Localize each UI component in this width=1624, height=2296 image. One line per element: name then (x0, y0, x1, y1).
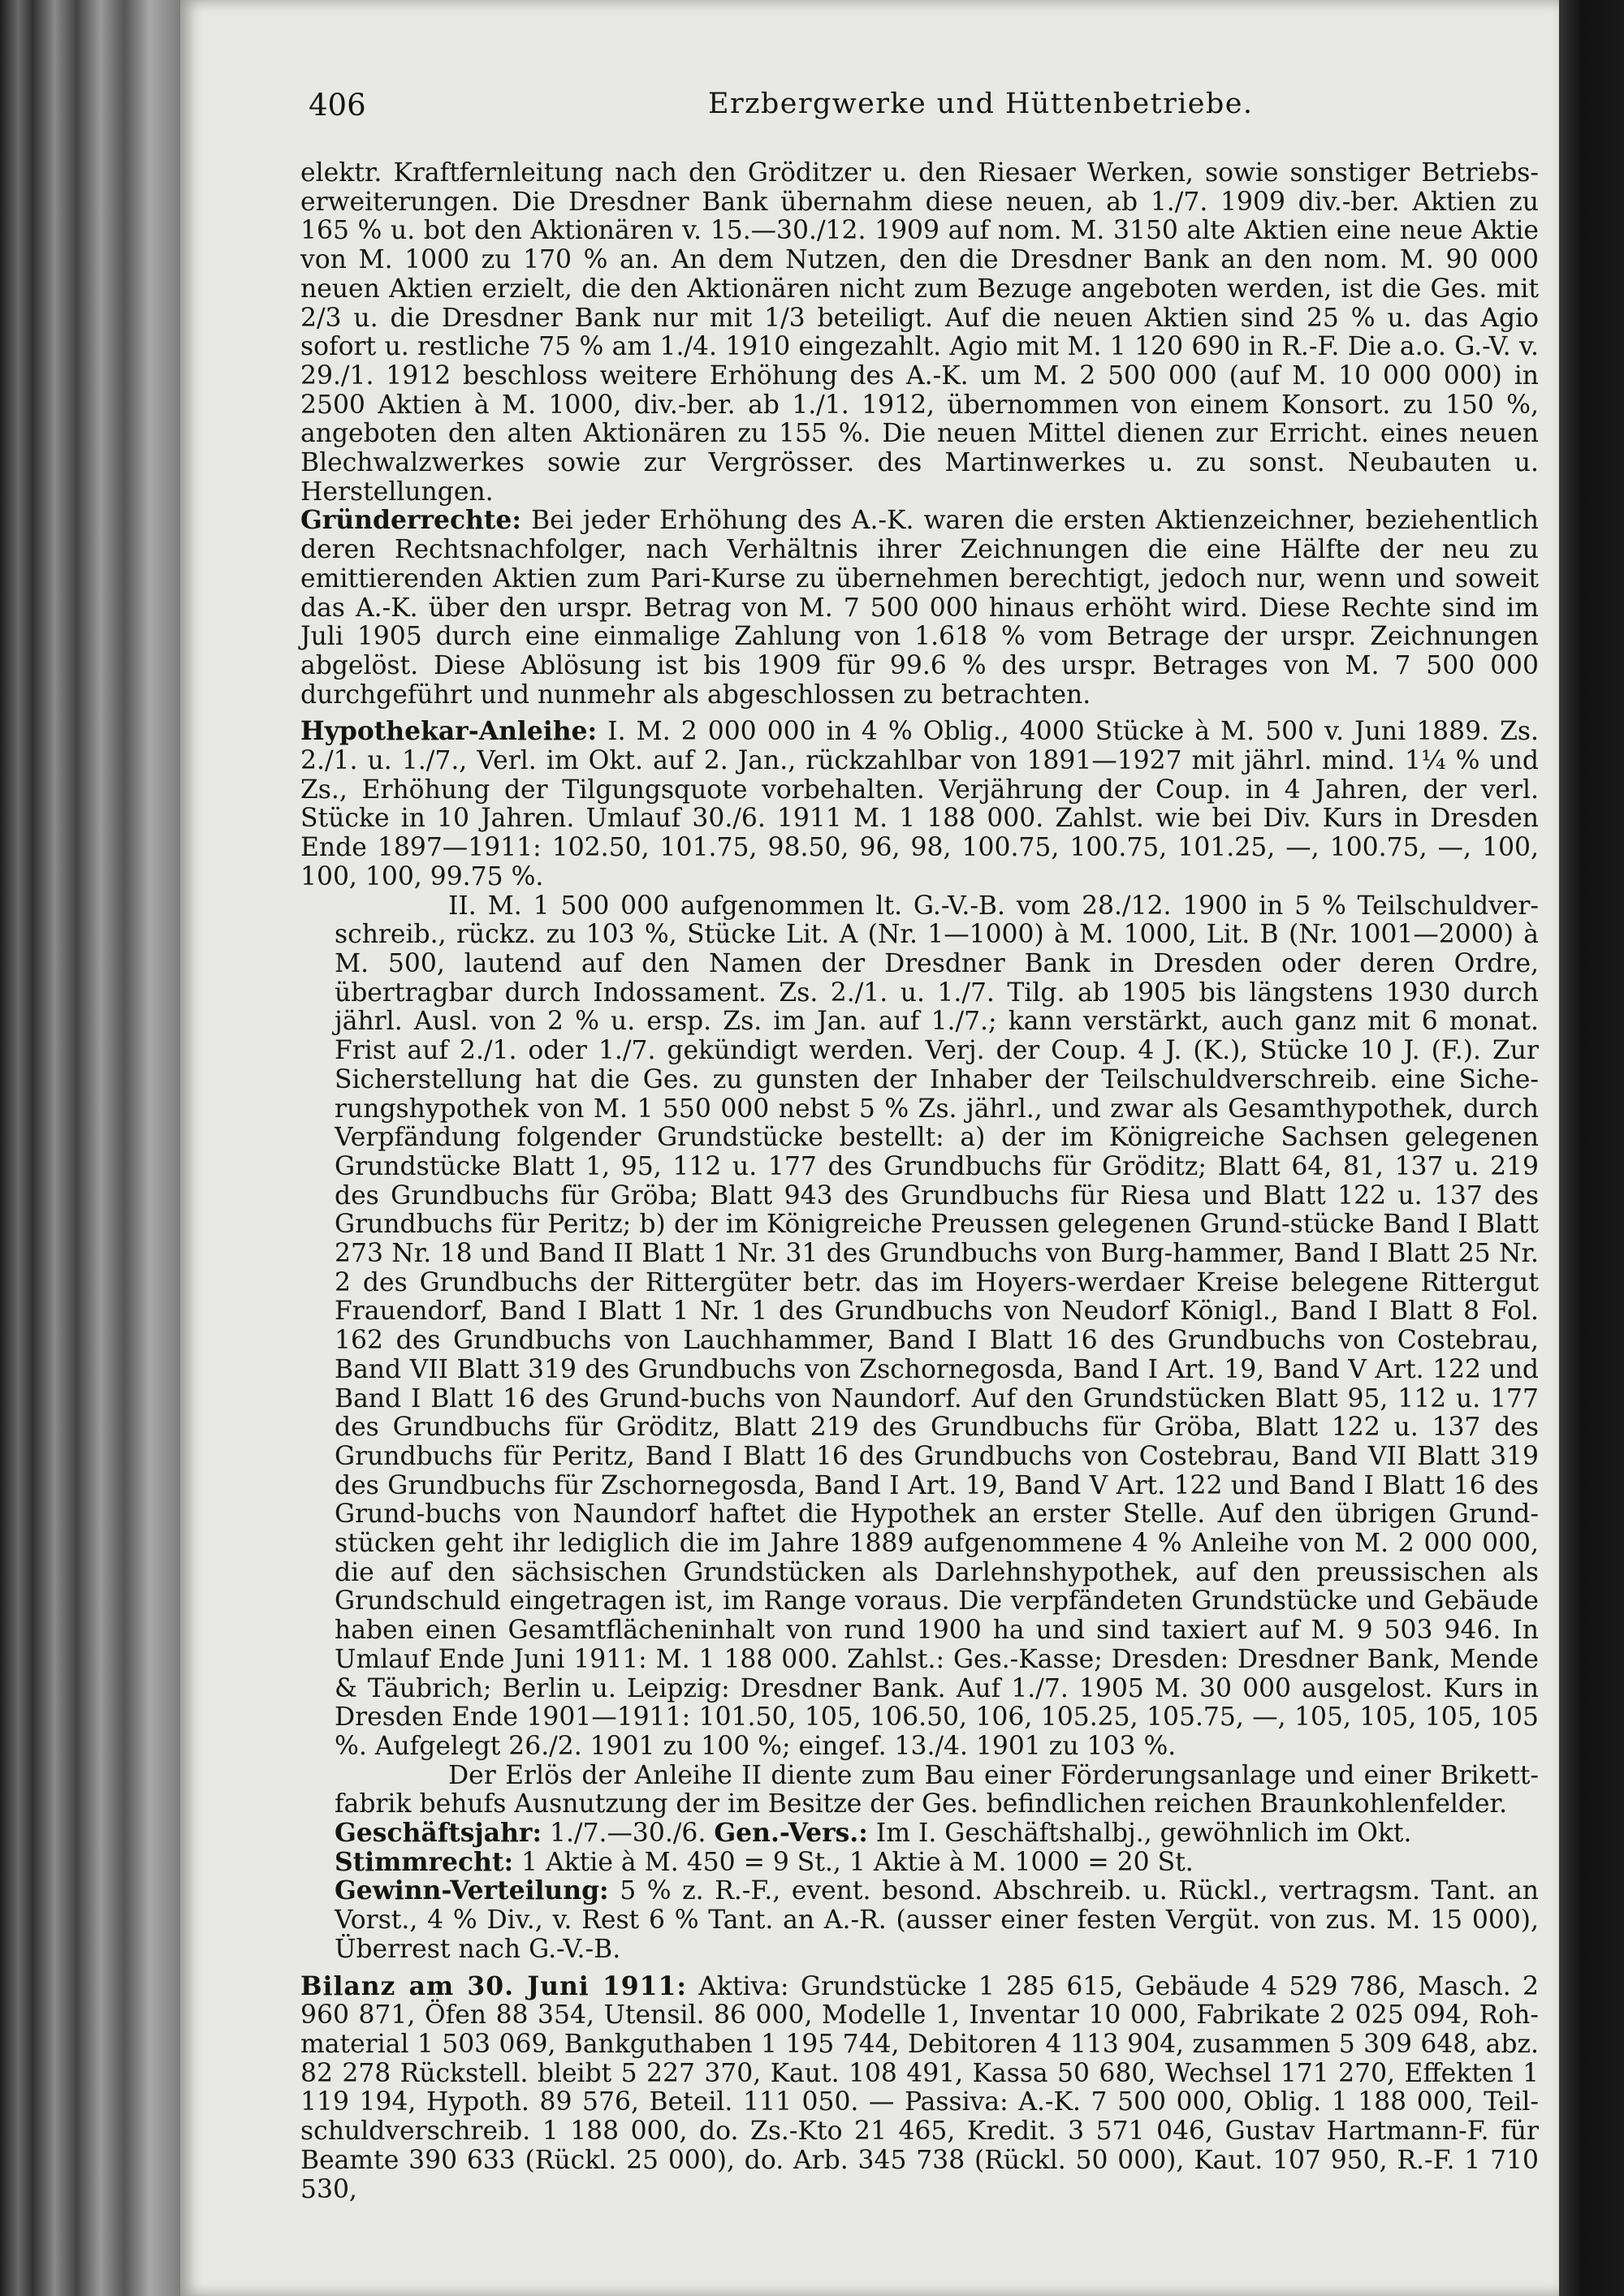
paragraph-capital-increase: elektr. Kraftfernleitung nach den Gröditzer u. den Riesaer Werken, sowie sonstiger Betriebs-erweiterungen. Die Dresdner Bank übernahm diese neuen, ab 1./7. 1909 div.-ber. Aktien zu 165 % u. bot den Aktionären v. 15.—30./12. 1909 auf nom. M. 3150 alte Aktien eine neue Aktie von M. 1000 zu 170 % an. An dem Nutzen, den die Dresdner Bank an den nom. M. 90 000 neuen Aktien erzielt, die den Aktionären nicht zum Bezuge angeboten werden, ist die Ges. mit 2/3 u. die Dresdner Bank nur mit 1/3 beteiligt. Auf die neuen Aktien sind 25 % u. das Agio sofort u. restliche 75 % am 1./4. 1910 eingezahlt. Agio mit M. 1 120 690 in R.-F. Die a.o. G.-V. v. 29./1. 1912 beschloss weitere Erhöhung des A.-K. um M. 2 500 000 (auf M. 10 000 000) in 2500 Aktien à M. 1000, div.-ber. ab 1./1. 1912, übernommen von einem Konsort. zu 150 %, angeboten den alten Aktionären zu 155 %. Die neuen Mittel dienen zur Erricht. eines neuen Blechwalzwerkes sowie zur Vergrösser. des Martinwerkes u. zu sonst. Neubauten u. Herstellungen. (300, 158, 1539, 507)
section-label: Bilanz am 30. Juni 1911: (300, 1971, 687, 2001)
paragraph-gewinn-verteilung: Gewinn-Verteilung: 5 % z. R.-F., event. besond. Abschreib. u. Rückl., vertragsm. Tant. an Vorst., 4 % Div., v. Rest 6 % Tant. an A.-R. (ausser einer festen Vergüt. von zus. M. 15 000), Überrest nach G.-V.-B. (335, 1876, 1540, 1964)
page-header (180, 88, 1559, 128)
paragraph-stimmrecht: Stimmrecht: 1 Aktie à M. 450 = 9 St., 1 Aktie à M. 1000 = 20 St. (335, 1847, 1194, 1877)
section-label: Stimmrecht: (335, 1847, 514, 1877)
page-edge-shadow (1555, 0, 1624, 2296)
book-page (180, 0, 1559, 2296)
section-label: Gen.-Vers.: (714, 1819, 868, 1849)
paragraph-gruenderrechte: Gründerrechte: Bei jeder Erhöhung des A.-K. waren die ersten Aktienzeichner, beziehentlich deren Rechtsnachfolger, nach Verhältnis ihrer Zeichnungen die eine Hälfte der neu zu emittierenden Aktien zum Pari-Kurse zu übernehmen berechtigt, jedoch nur, wenn und soweit das A.-K. über den urspr. Betrag von M. 7 500 000 hinaus erhöht wird. Diese Rechte sind im Juli 1905 durch eine einmalige Zahlung von 1.618 % vom Betrage der urspr. Zeichnungen abgelöst. Diese Ablösung ist bis 1909 für 99.6 % des urspr. Betrages von M. 7 500 000 durchgeführt und nunmehr als abgeschlossen zu betrachten. (300, 506, 1539, 710)
section-label: Hypothekar-Anleihe: (300, 717, 598, 747)
section-label: Gewinn-Verteilung: (335, 1876, 609, 1906)
page-number: 406 (309, 88, 366, 123)
page-body (300, 159, 1539, 2204)
paragraph-geschaeftsjahr: Geschäftsjahr: 1./7.—30./6. Gen.-Vers.: Im I. Geschäftshalbj., gewöhnlich im Okt. (335, 1819, 1412, 1849)
paragraph-bilanz: Bilanz am 30. Juni 1911: Aktiva: Grundstücke 1 285 615, Gebäude 4 529 786, Masch. 2 960 871, Öfen 88 354, Utensil. 86 000, Modelle 1, Inventar 10 000, Fabrikate 2 025 094, Roh-material 1 503 069, Bankguthaben 1 195 744, Debitoren 4 113 904, zusammen 5 309 648, abz. 82 278 Rückstell. bleibt 5 227 370, Kaut. 108 491, Kassa 50 680, Wechsel 171 270, Effekten 1 119 194, Hypoth. 89 576, Beteil. 111 050. — Passiva: A.-K. 7 500 000, Oblig. 1 188 000, Teil-schuldverschreib. 1 188 000, do. Zs.-Kto 21 465, Kredit. 3 571 046, Gustav Hartmann-F. für Beamte 390 633 (Rückl. 25 000), do. Arb. 345 738 (Rückl. 50 000), Kaut. 107 950, R.-F. 1 710 530, (300, 1971, 1539, 2204)
book-spine (0, 0, 183, 2296)
running-title: Erzbergwerke und Hüttenbetriebe. (708, 88, 1254, 120)
section-label: Geschäftsjahr: (335, 1819, 542, 1849)
section-label: Gründerrechte: (300, 506, 521, 536)
paragraph-erloes: Der Erlös der Anleihe II diente zum Bau einer Förderungsanlage und einer Brikett-fabrik behufs Ausnutzung der im Besitze der Ges. befindlichen reichen Braunkohlenfelder. (335, 1760, 1539, 1819)
paragraph-hypothekar-anleihe: Hypothekar-Anleihe: I. M. 2 000 000 in 4 % Oblig., 4000 Stücke à M. 500 v. Juni 1889. Zs. 2./1. u. 1./7., Verl. im Okt. auf 2. Jan., rückzahlbar von 1891—1927 mit jährl. mind. 1¼ % und Zs., Erhöhung der Tilgungsquote vorbehalten. Verjährung der Coup. in 4 Jahren, der verl. Stücke in 10 Jahren. Umlauf 30./6. 1911 M. 1 188 000. Zahlst. wie bei Div. Kurs in Dresden Ende 1897—1911: 102.50, 101.75, 98.50, 96, 98, 100.75, 100.75, 101.25, —, 100.75, —, 100, 100, 100, 99.75 %. (300, 717, 1540, 891)
paragraph-anleihe-ii: II. M. 1 500 000 aufgenommen lt. G.-V.-B. vom 28./12. 1900 in 5 % Teilschuldver-schreib., rückz. zu 103 %, Stücke Lit. A (Nr. 1—1000) à M. 1000, Lit. B (Nr. 1001—2000) à M. 500, lautend auf den Namen der Dresdner Bank in Dresden oder deren Ordre, übertragbar durch Indossament. Zs. 2./1. u. 1./7. Tilg. ab 1905 bis längstens 1930 durch jährl. Ausl. von 2 % u. ersp. Zs. im Jan. auf 1./7.; kann verstärkt, auch ganz mit 6 monat. Frist auf 2./1. oder 1./7. gekündigt werden. Verj. der Coup. 4 J. (K.), Stücke 10 J. (F.). Zur Sicherstellung hat die Ges. zu gunsten der Inhaber der Teilschuldverschreib. eine Siche-rungshypothek von M. 1 550 000 nebst 5 % Zs. jährl., und zwar als Gesamthypothek, durch Verpfändung folgender Grundstücke bestellt: a) der im Königreiche Sachsen gelegenen Grundstücke Blatt 1, 95, 112 u. 177 des Grundbuchs für Gröditz; Blatt 64, 81, 137 u. 219 des Grundbuchs für Gröba; Blatt 943 des Grundbuchs für Riesa und Blatt 122 u. 137 des Grundbuchs für Peritz; b) der im Königreiche Preussen gelegenen Grund-stücke Band I Blatt 273 Nr. 18 und Band II Blatt 1 Nr. 31 des Grundbuchs von Burg-hammer, Band I Blatt 25 Nr. 2 des Grundbuchs der Rittergüter betr. das im Hoyers-werdaer Kreise belegene Rittergut Frauendorf, Band I Blatt 1 Nr. 1 des Grundbuchs von Neudorf Königl., Band I Blatt 8 Fol. 162 des Grundbuchs von Lauchhammer, Band I Blatt 16 des Grundbuchs von Costebrau, Band VII Blatt 319 des Grundbuchs von Zschornegosda, Band I Art. 19, Band V Art. 122 und Band I Blatt 16 des Grund-buchs von Naundorf. Auf den Grundstücken Blatt 95, 112 u. 177 des Grundbuchs für Gröditz, Blatt 219 des Grundbuchs für Gröba, Blatt 122 u. 137 des Grundbuchs für Peritz, Band I Blatt 16 des Grundbuchs von Costebrau, Band VII Blatt 319 des Grundbuchs für Zschornegosda, Band I Art. 19, Band V Art. 122 und Band I Blatt 16 des Grund-buchs von Naundorf haftet die Hypothek an erster Stelle. Auf den übrigen Grund-stücken geht ihr lediglich die im Jahre 1889 aufgenommene 4 % Anleihe von M. 2 000 000, die auf den sächsischen Grundstücken als Darlehnshypothek, auf den preussischen als Grundschuld eingetragen ist, im Range voraus. Die verpfändeten Grundstücke und Gebäude haben einen Gesamtflächeninhalt von rund 1900 ha und sind taxiert auf M. 9 503 946. In Umlauf Ende Juni 1911: M. 1 188 000. Zahlst.: Ges.-Kasse; Dresden: Dresdner Bank, Mende & Täubrich; Berlin u. Leipzig: Dresdner Bank. Auf 1./7. 1905 M. 30 000 ausgelost. Kurs in Dresden Ende 1901—1911: 101.50, 105, 106.50, 106, 105.25, 105.75, —, 105, 105, 105, 105 %. Aufgelegt 26./2. 1901 zu 100 %; eingef. 13./4. 1901 zu 103 %. (335, 891, 1539, 1761)
